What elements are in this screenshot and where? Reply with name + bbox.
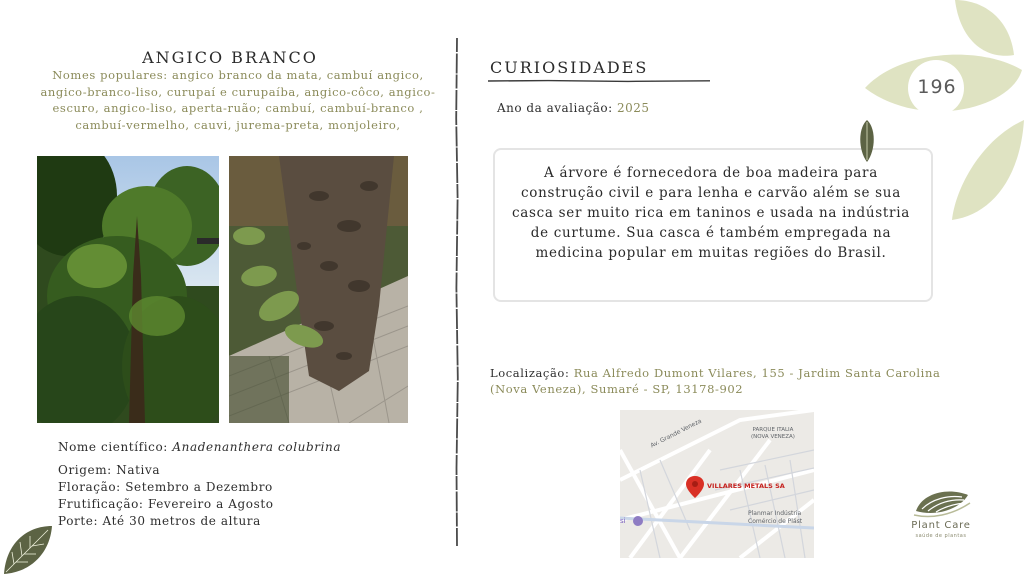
vertical-divider bbox=[452, 38, 462, 546]
tree-canopy-photo bbox=[37, 156, 219, 423]
size-row: Porte: Até 30 metros de altura bbox=[58, 514, 261, 528]
scientific-name-label: Nome científico: bbox=[58, 440, 168, 454]
species-facts bbox=[58, 439, 341, 530]
curiosities-title: CURIOSIDADES bbox=[490, 58, 649, 77]
map-street-label: Av. Grande Veneza bbox=[649, 417, 703, 450]
location bbox=[490, 366, 970, 397]
flowering-row: Floração: Setembro a Dezembro bbox=[58, 480, 273, 494]
tree-trunk-photo bbox=[229, 156, 408, 423]
map-place-label: VILLARES METALS SA bbox=[707, 482, 785, 490]
species-title: ANGICO BRANCO bbox=[142, 48, 318, 67]
year-label: Ano da avaliação: bbox=[497, 101, 613, 115]
location-label: Localização: bbox=[490, 366, 570, 380]
location-map[interactable] bbox=[620, 410, 814, 558]
scientific-name-row bbox=[58, 439, 341, 456]
scientific-name-value: Anadenanthera colubrina bbox=[172, 440, 342, 454]
map-area-label: PARQUE ITALIA (NOVA VENEZA) bbox=[751, 427, 795, 440]
origin-row: Origem: Nativa bbox=[58, 463, 161, 477]
map-business-label: Planmar Indústria Comércio de Plást bbox=[748, 510, 803, 525]
curiosity-text: A árvore é fornecedora de boa madeira para construção civil e para lenha e carvão além se sua casca ser muito rica em taninos e usada na indústria de curtume. Sua casca é também empregada na medicina popular em muitas regiões do Brasil. bbox=[512, 165, 910, 261]
leaves-decoration bbox=[860, 0, 1024, 230]
evaluation-year bbox=[497, 101, 650, 115]
leaf-corner-icon bbox=[2, 522, 54, 576]
location-address: Rua Alfredo Dumont Vilares, 155 - Jardim Santa Carolina (Nova Veneza), Sumaré - SP, 13178-902 bbox=[490, 366, 941, 396]
title-underline bbox=[488, 78, 710, 84]
year-value: 2025 bbox=[616, 101, 650, 115]
page-number: 196 bbox=[917, 76, 957, 98]
brand-name: Plant Care bbox=[911, 520, 971, 531]
map-edge-label: si bbox=[620, 517, 626, 525]
popular-names: Nomes populares: angico branco da mata, cambuí angico, angico-branco-liso, curupaí e curupaíba, angico-côco, angico-escuro, angico-liso, aperta-ruão; cambuí, cambuí-branco , cambuí-vermelho, cauvi, jurema-preta, monjoleiro, bbox=[40, 68, 436, 132]
brand-tagline: saúde de plantas bbox=[915, 533, 967, 539]
small-leaf-icon bbox=[856, 120, 878, 162]
fruiting-row: Frutificação: Fevereiro a Agosto bbox=[58, 497, 274, 511]
